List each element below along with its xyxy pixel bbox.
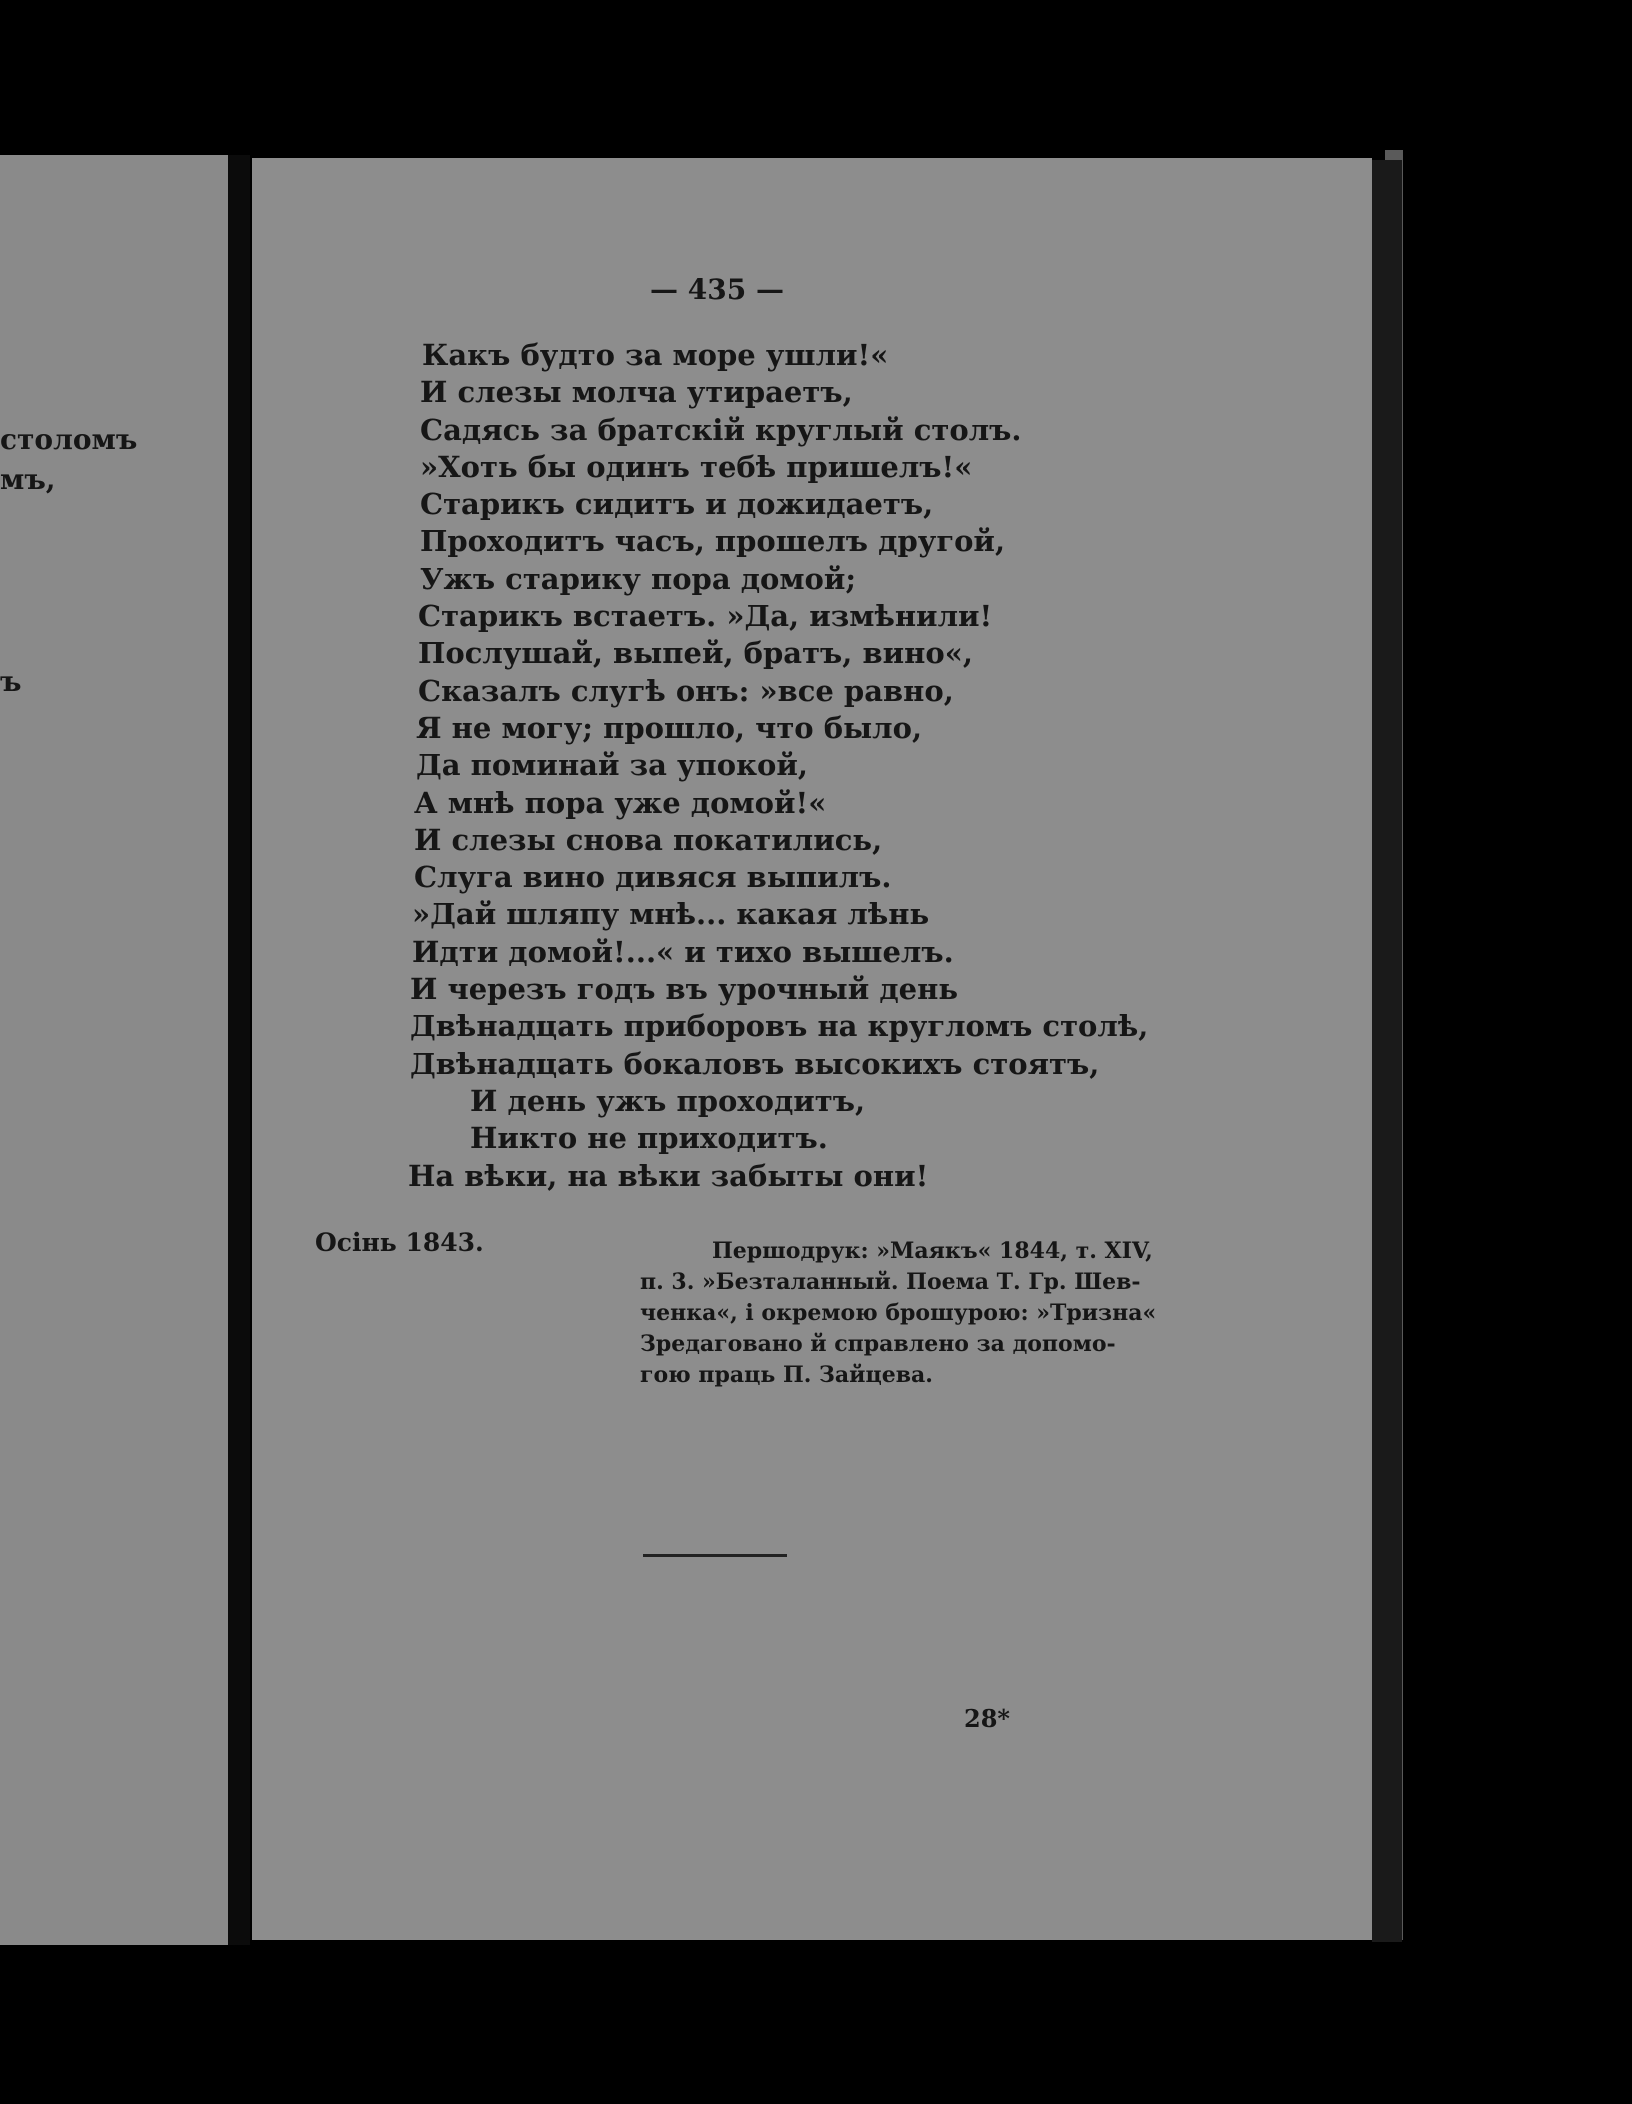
poem-line: Сказалъ слугѣ онъ: »все равно, (418, 673, 954, 708)
poem-line: А мнѣ пора уже домой!« (414, 785, 827, 820)
poem-line: Никто не приходитъ. (470, 1121, 828, 1156)
note-line: Зредаговано й справлено за допомо- (640, 1331, 1116, 1357)
end-rule (643, 1554, 787, 1557)
poem-line: Проходитъ часъ, прошелъ другой, (420, 524, 1006, 559)
note-line: Першодрук: »Маякъ« 1844, т. XIV, (712, 1238, 1153, 1264)
left-page-fragment: столомъ (0, 423, 138, 456)
signature-mark: 28* (964, 1704, 1010, 1733)
poem-line: И слезы снова покатились, (414, 822, 883, 857)
poem-line: На вѣки, на вѣки забыты они! (408, 1158, 929, 1193)
poem-line: Двѣнадцать бокаловъ высокихъ стоятъ, (410, 1046, 1100, 1081)
poem-line: Идти домой!...« и тихо вышелъ. (412, 934, 954, 969)
poem-line: И черезъ годъ въ урочный день (410, 972, 959, 1007)
left-page-fragment: ъ (0, 665, 22, 698)
poem-line: Я не могу; прошло, что было, (416, 710, 923, 745)
poem-line: Да поминай за упокой, (416, 748, 808, 783)
poem-date: Осінь 1843. (315, 1228, 484, 1257)
poem-line: И день ужъ проходитъ, (470, 1083, 866, 1118)
poem-line: Послушай, выпей, братъ, вино«, (418, 636, 973, 671)
poem-line: »Дай шляпу мнѣ... какая лѣнь (412, 897, 930, 932)
poem-line: Слуга вино дивяся выпилъ. (414, 860, 892, 895)
page-number: — 435 — (650, 273, 784, 306)
poem-line: Старикъ сидитъ и дожидаетъ, (420, 487, 934, 522)
poem-line: И слезы молча утираетъ, (420, 375, 853, 410)
publication-note (640, 1236, 1157, 1391)
poem-line: Ужъ старику пора домой; (420, 561, 857, 596)
poem-line: Старикъ встаетъ. »Да, измѣнили! (418, 599, 993, 634)
poem-line: Какъ будто за море ушли!« (422, 338, 889, 372)
page-edge-shadow (1372, 160, 1402, 1942)
note-line: п. 3. »Безталанный. Поема Т. Гр. Шев- (640, 1269, 1141, 1295)
note-line: ченка«, і окремою брошурою: »Тризна« (640, 1300, 1157, 1326)
poem-line: »Хоть бы одинъ тебѣ пришелъ!« (420, 449, 973, 484)
poem (408, 337, 1149, 1195)
left-page-fragment: мъ, (0, 463, 56, 496)
poem-line: Двѣнадцать приборовъ на кругломъ столѣ, (410, 1009, 1149, 1044)
book-gutter (228, 155, 250, 1945)
note-line: гою праць П. Зайцева. (640, 1362, 933, 1388)
poem-line: Садясь за братскій круглый столъ. (420, 412, 1022, 447)
left-page (0, 155, 228, 1945)
